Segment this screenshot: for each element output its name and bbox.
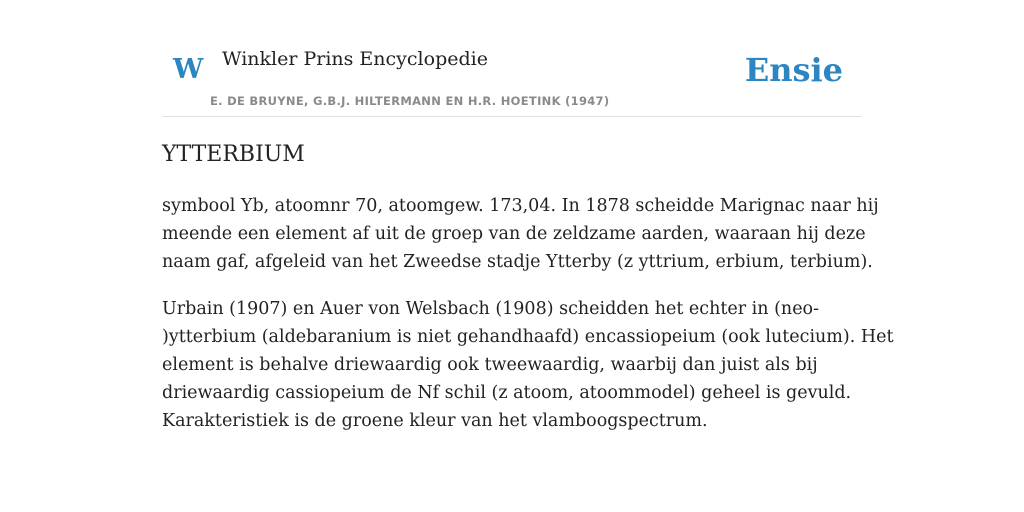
text-line: element is behalve driewaardig ook tweewaardig, waarbij dan juist als bij [162,355,818,375]
text-line: naam gaf, afgeleid van het Zweedse stadje Ytterby (z yttrium, erbium, terbium). [162,252,873,272]
text-line: meende een element af uit de groep van de zeldzame aarden, waaraan hij deze [162,224,866,244]
text-line: Karakteristiek is de groene kleur van het vlamboogspectrum. [162,411,708,431]
encyclopedia-title: Winkler Prins Encyclopedie [222,48,488,70]
entry-body [162,192,894,454]
entry-paragraph [162,295,894,435]
encyclopedia-logo[interactable]: W [173,54,204,85]
entry-paragraph [162,192,879,276]
ensie-brand-link[interactable]: Ensie [744,51,843,89]
editors-byline: E. DE BRUYNE, G.B.J. HILTERMANN EN H.R. HOETINK (1947) [210,94,610,108]
entry-title: YTTERBIUM [162,142,305,167]
text-line: Urbain (1907) en Auer von Welsbach (1908) scheidden het echter in (neo- [162,299,819,319]
text-line: symbool Yb, atoomnr 70, atoomgew. 173,04. In 1878 scheidde Marignac naar hij [162,196,879,216]
text-line: driewaardig cassiopeium de Nf schil (z atoom, atoommodel) geheel is gevuld. [162,383,852,403]
site-header [162,30,862,117]
text-line: )ytterbium (aldebaranium is niet gehandhaafd) encassiopeium (ook lutecium). Het [162,327,894,347]
